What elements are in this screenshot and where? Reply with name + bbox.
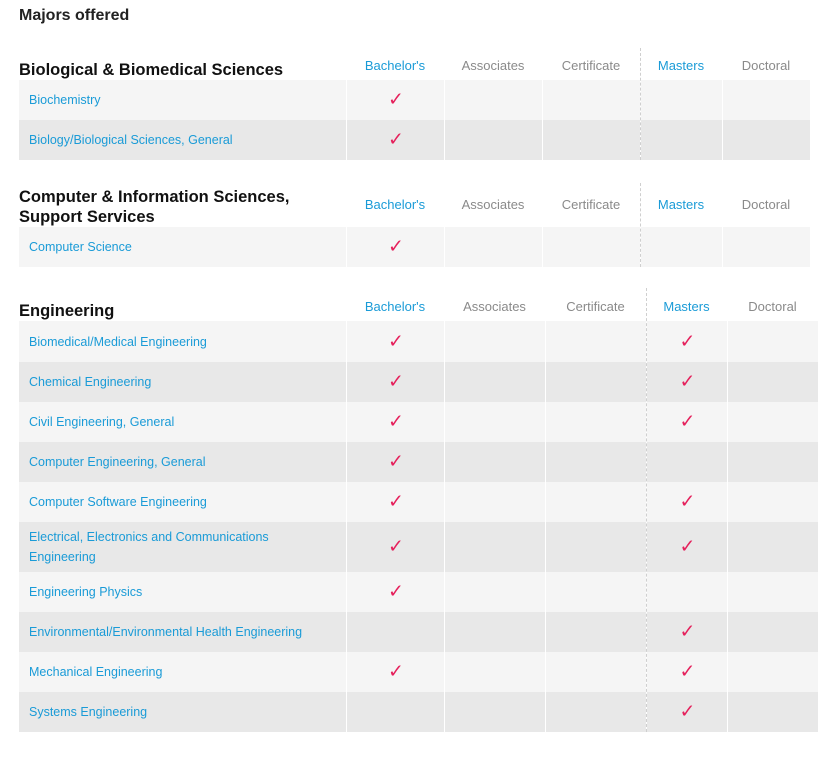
degree-cell: [346, 692, 445, 732]
check-icon: ✓: [388, 536, 404, 558]
degree-cell: [346, 120, 445, 160]
major-link[interactable]: Environmental/Environmental Health Engineering: [29, 625, 303, 639]
major-link[interactable]: Chemical Engineering: [29, 375, 152, 389]
degree-cell: [646, 612, 728, 652]
major-link[interactable]: Computer Engineering, General: [29, 455, 206, 469]
check-icon: ✓: [388, 89, 404, 111]
degree-cell: [346, 442, 445, 482]
major-link[interactable]: Biology/Biological Sciences, General: [29, 133, 233, 147]
table-row: [19, 572, 818, 612]
table-row: [19, 362, 818, 402]
section-title: Computer & Information Sciences, Support Services: [19, 188, 290, 226]
degree-cell: [727, 442, 819, 482]
column-header-certificate: Certificate: [561, 58, 621, 73]
degree-cell: [346, 227, 445, 267]
degree-cell: [545, 612, 647, 652]
column-header-bachelors: Bachelor's: [364, 197, 426, 212]
section-cis: [19, 183, 810, 267]
degree-cell: [542, 120, 641, 160]
degree-cell: [727, 612, 819, 652]
check-icon: ✓: [679, 411, 696, 433]
column-header-certificate: Certificate: [566, 299, 625, 314]
degree-cell: [722, 80, 811, 120]
degree-cell: [640, 120, 723, 160]
check-icon: ✓: [388, 581, 404, 603]
degree-cell: [640, 227, 723, 267]
table-row: [19, 120, 810, 160]
table-row: [19, 612, 818, 652]
degree-cell: [646, 652, 728, 692]
degree-cell: [444, 572, 546, 612]
degree-cell: [545, 442, 647, 482]
degree-cell: [640, 80, 723, 120]
degree-cell: [444, 120, 543, 160]
degree-cell: [727, 362, 819, 402]
column-divider: [640, 48, 641, 160]
degree-cell: [444, 692, 546, 732]
check-icon: ✓: [679, 491, 696, 513]
section-eng: [19, 288, 818, 732]
major-link[interactable]: Biochemistry: [29, 93, 101, 107]
major-link[interactable]: Computer Software Engineering: [29, 495, 207, 509]
degree-cell: [545, 652, 647, 692]
table-row: [19, 692, 818, 732]
degree-cell: [346, 80, 445, 120]
degree-cell: [646, 321, 728, 362]
degree-cell: [346, 321, 445, 362]
degree-cell: [444, 227, 543, 267]
section-title: Engineering: [19, 302, 115, 320]
check-icon: ✓: [679, 331, 696, 352]
degree-cell: [545, 362, 647, 402]
check-icon: ✓: [679, 701, 696, 723]
degree-cell: [727, 692, 819, 732]
table-row: [19, 321, 818, 362]
degree-cell: [727, 522, 819, 572]
table-row: [19, 442, 818, 482]
table-row: [19, 482, 818, 522]
column-divider: [640, 183, 641, 267]
section-title: Biological & Biomedical Sciences: [19, 61, 284, 79]
check-icon: ✓: [388, 411, 404, 433]
degree-cell: [346, 522, 445, 572]
column-divider: [646, 288, 647, 732]
degree-cell: [646, 402, 728, 442]
degree-cell: [444, 482, 546, 522]
degree-cell: [346, 482, 445, 522]
degree-cell: [545, 321, 647, 362]
check-icon: ✓: [388, 331, 404, 352]
major-link[interactable]: Systems Engineering: [29, 705, 148, 719]
check-icon: ✓: [679, 621, 696, 643]
check-icon: ✓: [388, 451, 404, 473]
check-icon: ✓: [679, 661, 696, 683]
degree-cell: [727, 482, 819, 522]
column-header-bachelors: Bachelor's: [364, 58, 426, 73]
degree-cell: [646, 522, 728, 572]
section-header: [19, 183, 810, 227]
degree-cell: [727, 402, 819, 442]
check-icon: ✓: [388, 236, 404, 258]
degree-cell: [346, 362, 445, 402]
degree-cell: [545, 522, 647, 572]
degree-cell: [646, 362, 728, 402]
degree-cell: [346, 612, 445, 652]
check-icon: ✓: [388, 129, 404, 151]
degree-cell: [346, 572, 445, 612]
table-row: [19, 522, 818, 572]
column-header-masters: Masters: [657, 197, 705, 212]
check-icon: ✓: [679, 371, 696, 393]
column-header-associates: Associates: [461, 58, 525, 73]
check-icon: ✓: [388, 661, 404, 683]
check-icon: ✓: [388, 491, 404, 513]
degree-cell: [444, 442, 546, 482]
column-header-doctoral: Doctoral: [748, 299, 797, 314]
degree-cell: [722, 120, 811, 160]
section-bio: [19, 48, 810, 160]
table-row: [19, 652, 818, 692]
column-header-masters: Masters: [657, 58, 705, 73]
degree-cell: [646, 572, 728, 612]
column-header-doctoral: Doctoral: [741, 58, 791, 73]
check-icon: ✓: [679, 536, 696, 558]
degree-cell: [542, 80, 641, 120]
column-header-associates: Associates: [463, 299, 526, 314]
major-link[interactable]: Biomedical/Medical Engineering: [29, 334, 207, 349]
degree-cell: [646, 692, 728, 732]
table-row: [19, 227, 810, 267]
degree-cell: [346, 652, 445, 692]
column-header-associates: Associates: [461, 197, 525, 212]
degree-cell: [646, 482, 728, 522]
degree-cell: [646, 442, 728, 482]
degree-cell: [727, 321, 819, 362]
degree-cell: [444, 612, 546, 652]
degree-cell: [444, 652, 546, 692]
section-header: [19, 288, 818, 321]
degree-cell: [727, 652, 819, 692]
degree-cell: [545, 402, 647, 442]
degree-cell: [545, 572, 647, 612]
degree-cell: [444, 522, 546, 572]
table-row: [19, 80, 810, 120]
major-link[interactable]: Electrical, Electronics and Communications Engineering: [29, 530, 269, 564]
section-header: [19, 48, 810, 80]
degree-cell: [444, 362, 546, 402]
degree-cell: [727, 572, 819, 612]
column-header-doctoral: Doctoral: [741, 197, 791, 212]
page-title: Majors offered: [19, 7, 130, 24]
table-row: [19, 402, 818, 442]
degree-cell: [444, 402, 546, 442]
major-link[interactable]: Civil Engineering, General: [29, 415, 175, 429]
degree-cell: [542, 227, 641, 267]
degree-cell: [545, 482, 647, 522]
check-icon: ✓: [388, 371, 404, 393]
degree-cell: [545, 692, 647, 732]
degree-cell: [444, 80, 543, 120]
degree-cell: [444, 321, 546, 362]
degree-cell: [346, 402, 445, 442]
major-link[interactable]: Engineering Physics: [29, 585, 143, 599]
major-link[interactable]: Computer Science: [29, 240, 132, 254]
column-header-bachelors: Bachelor's: [364, 299, 426, 314]
major-link[interactable]: Mechanical Engineering: [29, 665, 163, 679]
column-header-certificate: Certificate: [561, 197, 621, 212]
degree-cell: [722, 227, 811, 267]
column-header-masters: Masters: [663, 299, 710, 314]
